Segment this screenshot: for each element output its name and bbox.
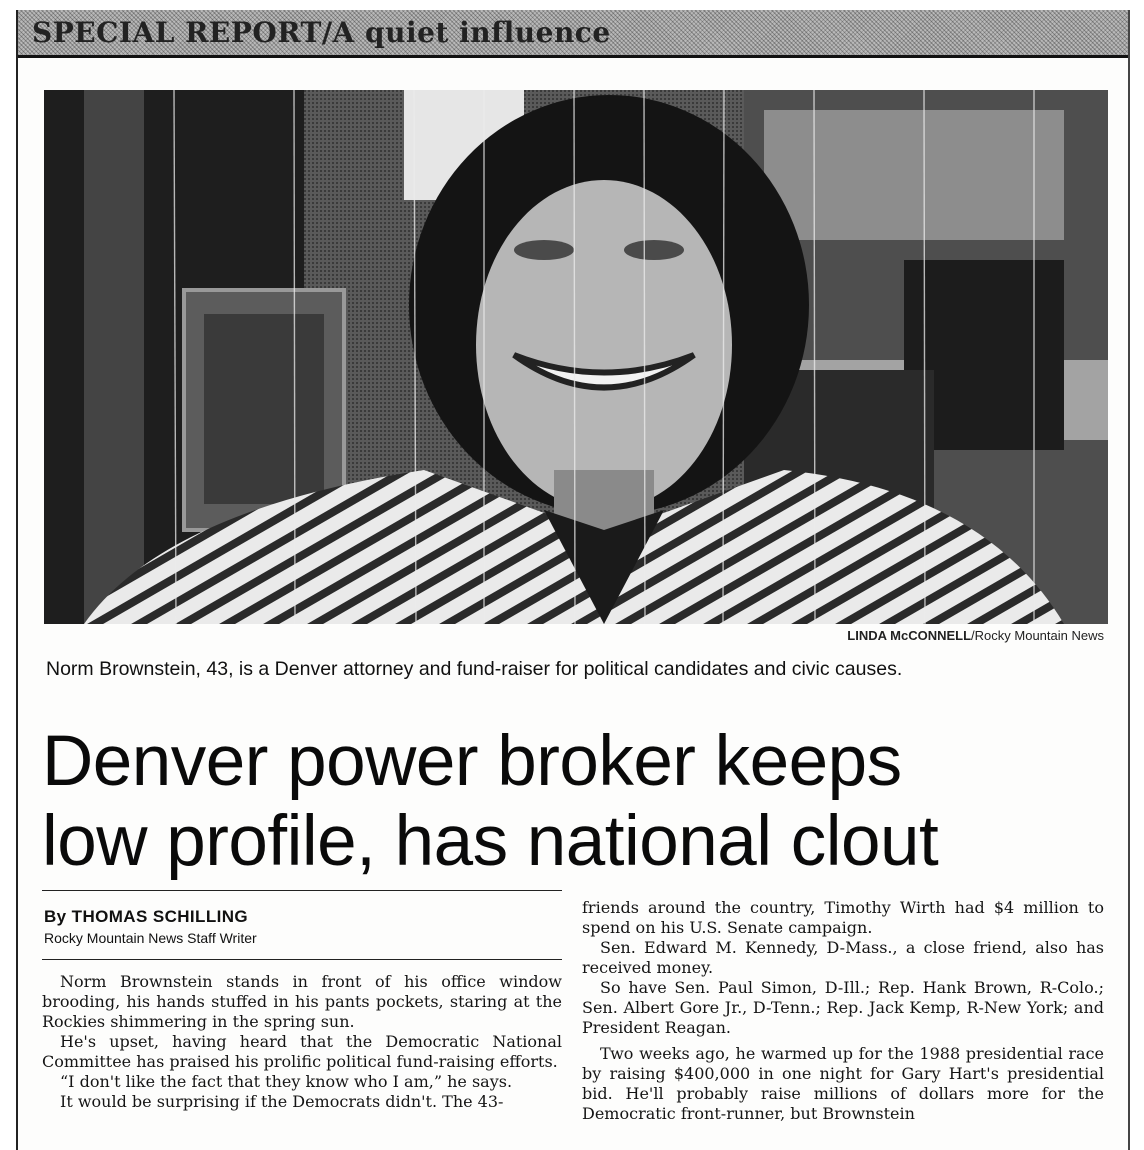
article-column-right [582, 898, 1104, 1124]
paragraph: It would be surprising if the Democrats didn't. The 43- [60, 1092, 504, 1111]
photo-credit-org: /Rocky Mountain News [971, 628, 1104, 643]
paragraph: So have Sen. Paul Simon, D-Ill.; Rep. Hank Brown, R-Colo.; Sen. Albert Gore Jr., D-Tenn.; Rep. Jack Kemp, R-New York; and President Reagan. [582, 978, 1104, 1037]
photo-credit-name: LINDA McCONNELL [847, 628, 972, 643]
byline-staff: Rocky Mountain News Staff Writer [44, 930, 257, 946]
paragraph: Sen. Edward M. Kennedy, D-Mass., a close friend, also has received money. [582, 938, 1104, 977]
portrait-photo [44, 90, 1108, 624]
article-body-left [42, 972, 562, 1112]
paragraph: “I don't like the fact that they know who I am,” he says. [60, 1072, 513, 1091]
photo-credit [847, 628, 1104, 643]
photo-cutline: Norm Brownstein, 43, is a Denver attorney and fund-raiser for political candidates and civic causes. [46, 658, 903, 680]
paragraph: He's upset, having heard that the Democratic National Committee has praised his prolific political fund-raising efforts. [42, 1032, 562, 1071]
portrait-photo-graphic [44, 90, 1108, 624]
headline-line-1: Denver power broker keeps [42, 722, 902, 801]
section-banner-label: SPECIAL REPORT/A quiet influence [32, 16, 611, 49]
newspaper-page [16, 10, 1130, 1150]
paragraph: Norm Brownstein stands in front of his office window brooding, his hands stuffed in his pants pockets, staring at the Rockies shimmering in the spring sun. [42, 972, 562, 1031]
article-column-left [42, 890, 562, 1112]
byline-author: By THOMAS SCHILLING [44, 907, 249, 926]
byline-rule-top [42, 890, 562, 891]
article-body-right [582, 898, 1104, 1124]
headline [42, 722, 1122, 882]
section-banner [18, 10, 1128, 58]
paragraph: Two weeks ago, he warmed up for the 1988 presidential race by raising $400,000 in one night for Gary Hart's presidential bid. He'll probably raise millions of dollars more for the Democratic front-runner, but Brownstein [582, 1044, 1104, 1123]
headline-line-2: low profile, has national clout [42, 802, 939, 881]
byline-rule-bottom [42, 959, 562, 960]
paragraph: friends around the country, Timothy Wirth had $4 million to spend on his U.S. Senate campaign. [582, 898, 1104, 937]
